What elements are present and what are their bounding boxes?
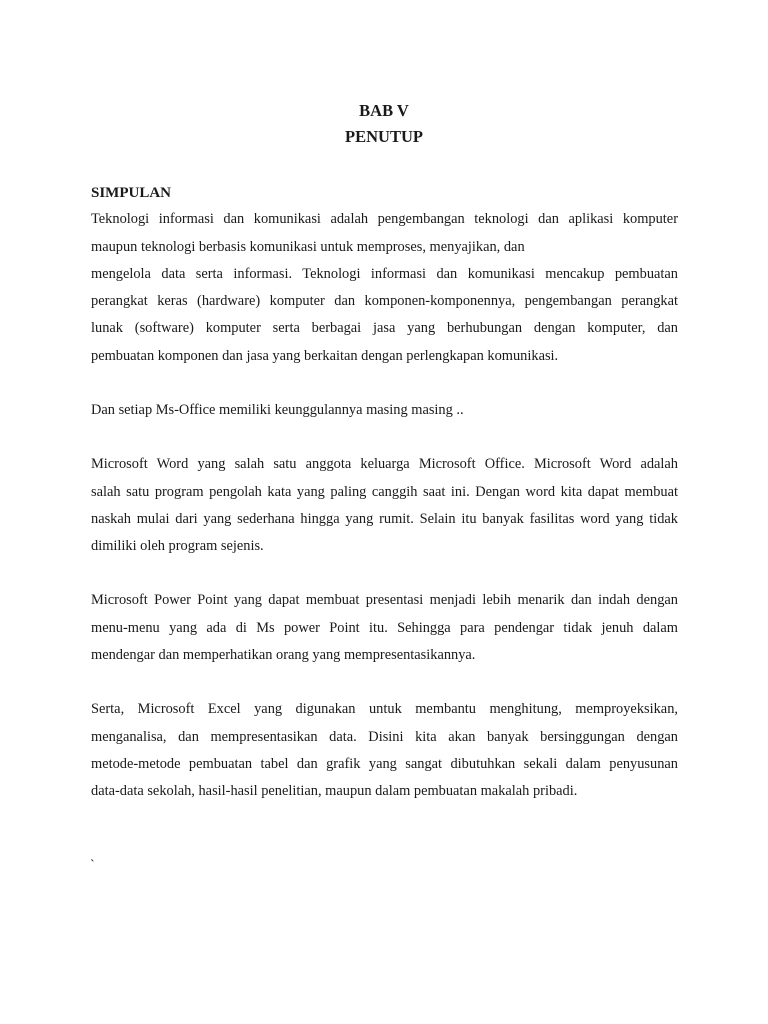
paragraph-line: perangkat keras (hardware) komputer dan komponen-komponennya, pengembangan perangkat (91, 293, 678, 309)
stray-mark: ` (90, 858, 95, 873)
chapter-number: BAB V (359, 101, 409, 120)
paragraph-line: Microsoft Word yang salah satu anggota keluarga Microsoft Office. Microsoft Word adalah (91, 456, 678, 472)
section-heading: SIMPULAN (91, 185, 172, 201)
paragraph-line: Microsoft Power Point yang dapat membuat presentasi menjadi lebih menarik dan indah dengan (91, 592, 678, 608)
paragraph-line: Serta, Microsoft Excel yang digunakan untuk membantu menghitung, memproyeksikan, (91, 701, 678, 717)
paragraph-line: lunak (software) komputer serta berbagai jasa yang berhubungan dengan komputer, dan (91, 320, 678, 336)
paragraph-line: menu-menu yang ada di Ms power Point itu. Sehingga para pendengar tidak jenuh dalam (91, 620, 678, 636)
paragraph-line: metode-metode pembuatan tabel dan grafik yang sangat dibutuhkan sekali dalam penyusunan (91, 756, 678, 772)
paragraph-line: mengelola data serta informasi. Teknologi informasi dan komunikasi mencakup pembuatan (91, 266, 678, 282)
paragraph-line: maupun teknologi berbasis komunikasi untuk memproses, menyajikan, dan (91, 239, 525, 255)
paragraph-line: mendengar dan memperhatikan orang yang mempresentasikannya. (91, 647, 476, 663)
paragraph-line: data-data sekolah, hasil-hasil penelitian, maupun dalam pembuatan makalah pribadi. (91, 783, 578, 799)
paragraph-line: salah satu program pengolah kata yang paling canggih saat ini. Dengan word kita dapat membuat (91, 484, 678, 500)
paragraph-line: Teknologi informasi dan komunikasi adalah pengembangan teknologi dan aplikasi komputer (91, 211, 678, 227)
chapter-title: PENUTUP (345, 127, 423, 146)
paragraph-line: naskah mulai dari yang sederhana hingga yang rumit. Selain itu banyak fasilitas word yang tidak (91, 511, 678, 527)
paragraph-line: dimiliki oleh program sejenis. (91, 538, 264, 554)
paragraph-line: Dan setiap Ms-Office memiliki keunggulannya masing masing .. (91, 402, 464, 418)
paragraph-line: pembuatan komponen dan jasa yang berkaitan dengan perlengkapan komunikasi. (91, 348, 559, 364)
paragraph-line: menganalisa, dan mempresentasikan data. Disini kita akan banyak bersinggungan dengan (91, 729, 678, 745)
